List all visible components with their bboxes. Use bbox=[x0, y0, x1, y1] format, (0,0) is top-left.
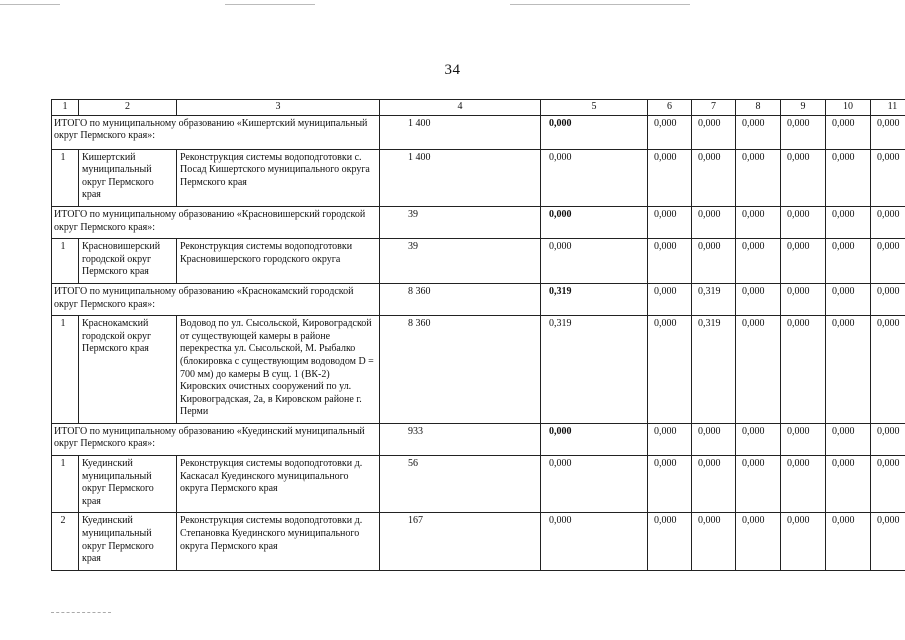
column-header: 11 bbox=[871, 100, 905, 116]
total-value-col9: 0,000 bbox=[781, 283, 826, 315]
table-row bbox=[52, 456, 905, 513]
scan-edge-line bbox=[0, 4, 60, 5]
total-value-col7: 0,000 bbox=[692, 115, 736, 149]
scan-edge-line bbox=[51, 612, 111, 613]
total-row bbox=[52, 206, 905, 238]
column-header: 9 bbox=[781, 100, 826, 116]
total-value-col9: 0,000 bbox=[781, 423, 826, 455]
total-value-col6: 0,000 bbox=[648, 115, 692, 149]
column-header: 2 bbox=[79, 100, 177, 116]
total-label: ИТОГО по муниципальному образованию «Краснокамский городской округ Пермского края»: bbox=[52, 283, 380, 315]
value-col7: 0,000 bbox=[692, 456, 736, 513]
value-col11: 0,000 bbox=[871, 239, 905, 284]
column-header: 3 bbox=[177, 100, 380, 116]
header-row bbox=[52, 100, 905, 116]
total-value-col7: 0,000 bbox=[692, 206, 736, 238]
total-value-col4: 933 bbox=[380, 423, 541, 455]
value-col8: 0,000 bbox=[736, 239, 781, 284]
value-col5: 0,000 bbox=[541, 149, 648, 206]
table-row bbox=[52, 239, 905, 284]
object-cell: Реконструкция системы водоподготовки с. Посад Кишертского муниципального округа Пермского края bbox=[177, 149, 380, 206]
municipality-cell: Красновишерский городской округ Пермского края bbox=[79, 239, 177, 284]
total-value-col6: 0,000 bbox=[648, 423, 692, 455]
total-label: ИТОГО по муниципальному образованию «Кишертский муниципальный округ Пермского края»: bbox=[52, 115, 380, 149]
object-cell: Реконструкция системы водоподготовки Красновишерского городского округа bbox=[177, 239, 380, 284]
total-value-col7: 0,319 bbox=[692, 283, 736, 315]
total-value-col10: 0,000 bbox=[826, 206, 871, 238]
total-value-col6: 0,000 bbox=[648, 283, 692, 315]
value-col6: 0,000 bbox=[648, 149, 692, 206]
page-number: 34 bbox=[444, 62, 461, 78]
total-value-col5: 0,000 bbox=[541, 423, 648, 455]
total-value-col11: 0,000 bbox=[871, 423, 905, 455]
value-col10: 0,000 bbox=[826, 149, 871, 206]
total-value-col5: 0,000 bbox=[541, 206, 648, 238]
value-col4: 8 360 bbox=[380, 316, 541, 424]
total-value-col7: 0,000 bbox=[692, 423, 736, 455]
column-header: 5 bbox=[541, 100, 648, 116]
value-col9: 0,000 bbox=[781, 149, 826, 206]
total-value-col11: 0,000 bbox=[871, 206, 905, 238]
column-header: 6 bbox=[648, 100, 692, 116]
value-col8: 0,000 bbox=[736, 316, 781, 424]
value-col9: 0,000 bbox=[781, 239, 826, 284]
total-label: ИТОГО по муниципальному образованию «Куединский муниципальный округ Пермского края»: bbox=[52, 423, 380, 455]
total-value-col5: 0,319 bbox=[541, 283, 648, 315]
value-col10: 0,000 bbox=[826, 513, 871, 570]
total-value-col4: 8 360 bbox=[380, 283, 541, 315]
object-cell: Реконструкция системы водоподготовки д. Каскасал Куединского муниципального округа Пермского края bbox=[177, 456, 380, 513]
value-col11: 0,000 bbox=[871, 316, 905, 424]
value-col8: 0,000 bbox=[736, 456, 781, 513]
value-col4: 39 bbox=[380, 239, 541, 284]
row-number: 1 bbox=[52, 149, 79, 206]
value-col11: 0,000 bbox=[871, 149, 905, 206]
value-col5: 0,000 bbox=[541, 513, 648, 570]
value-col7: 0,000 bbox=[692, 239, 736, 284]
total-value-col5: 0,000 bbox=[541, 115, 648, 149]
total-row bbox=[52, 115, 905, 149]
object-cell: Водовод по ул. Сысольской, Кировоградской от существующей камеры в районе перекрестка ул. Сысольской, М. Рыбалко (блокировка с существующим водоводом D = 700 мм) до камеры В сущ. 1 (ВК-2) Кировских очистных сооружений по ул. Кировоградская, 2а, в Кировском районе г. Перми bbox=[177, 316, 380, 424]
total-value-col9: 0,000 bbox=[781, 115, 826, 149]
table-row bbox=[52, 316, 905, 424]
value-col7: 0,000 bbox=[692, 513, 736, 570]
value-col10: 0,000 bbox=[826, 239, 871, 284]
value-col6: 0,000 bbox=[648, 456, 692, 513]
total-value-col6: 0,000 bbox=[648, 206, 692, 238]
total-value-col11: 0,000 bbox=[871, 115, 905, 149]
total-value-col8: 0,000 bbox=[736, 206, 781, 238]
municipality-cell: Краснокамский городской округ Пермского края bbox=[79, 316, 177, 424]
financing-table bbox=[51, 99, 905, 571]
value-col7: 0,000 bbox=[692, 149, 736, 206]
total-value-col4: 39 bbox=[380, 206, 541, 238]
value-col4: 56 bbox=[380, 456, 541, 513]
value-col9: 0,000 bbox=[781, 456, 826, 513]
row-number: 1 bbox=[52, 456, 79, 513]
total-label: ИТОГО по муниципальному образованию «Красновишерский городской округ Пермского края»: bbox=[52, 206, 380, 238]
value-col5: 0,000 bbox=[541, 239, 648, 284]
row-number: 1 bbox=[52, 316, 79, 424]
table-row bbox=[52, 149, 905, 206]
value-col10: 0,000 bbox=[826, 316, 871, 424]
value-col8: 0,000 bbox=[736, 513, 781, 570]
object-cell: Реконструкция системы водоподготовки д. Степановка Куединского муниципального округа Пермского края bbox=[177, 513, 380, 570]
column-header: 1 bbox=[52, 100, 79, 116]
total-value-col8: 0,000 bbox=[736, 115, 781, 149]
total-row bbox=[52, 423, 905, 455]
total-value-col8: 0,000 bbox=[736, 423, 781, 455]
column-header: 4 bbox=[380, 100, 541, 116]
total-value-col10: 0,000 bbox=[826, 115, 871, 149]
value-col4: 167 bbox=[380, 513, 541, 570]
value-col9: 0,000 bbox=[781, 513, 826, 570]
value-col9: 0,000 bbox=[781, 316, 826, 424]
total-value-col9: 0,000 bbox=[781, 206, 826, 238]
row-number: 1 bbox=[52, 239, 79, 284]
value-col10: 0,000 bbox=[826, 456, 871, 513]
column-header: 10 bbox=[826, 100, 871, 116]
value-col8: 0,000 bbox=[736, 149, 781, 206]
total-value-col4: 1 400 bbox=[380, 115, 541, 149]
value-col7: 0,319 bbox=[692, 316, 736, 424]
municipality-cell: Кишертский муниципальный округ Пермского края bbox=[79, 149, 177, 206]
scan-edge-line bbox=[510, 4, 690, 5]
value-col6: 0,000 bbox=[648, 316, 692, 424]
municipality-cell: Куединский муниципальный округ Пермского края bbox=[79, 456, 177, 513]
scan-edge-line bbox=[225, 4, 315, 5]
total-value-col11: 0,000 bbox=[871, 283, 905, 315]
total-value-col10: 0,000 bbox=[826, 423, 871, 455]
column-header: 7 bbox=[692, 100, 736, 116]
total-value-col10: 0,000 bbox=[826, 283, 871, 315]
value-col5: 0,000 bbox=[541, 456, 648, 513]
value-col6: 0,000 bbox=[648, 513, 692, 570]
row-number: 2 bbox=[52, 513, 79, 570]
table-row bbox=[52, 513, 905, 570]
column-header: 8 bbox=[736, 100, 781, 116]
municipality-cell: Куединский муниципальный округ Пермского края bbox=[79, 513, 177, 570]
value-col4: 1 400 bbox=[380, 149, 541, 206]
total-row bbox=[52, 283, 905, 315]
value-col5: 0,319 bbox=[541, 316, 648, 424]
value-col11: 0,000 bbox=[871, 513, 905, 570]
total-value-col8: 0,000 bbox=[736, 283, 781, 315]
value-col11: 0,000 bbox=[871, 456, 905, 513]
value-col6: 0,000 bbox=[648, 239, 692, 284]
